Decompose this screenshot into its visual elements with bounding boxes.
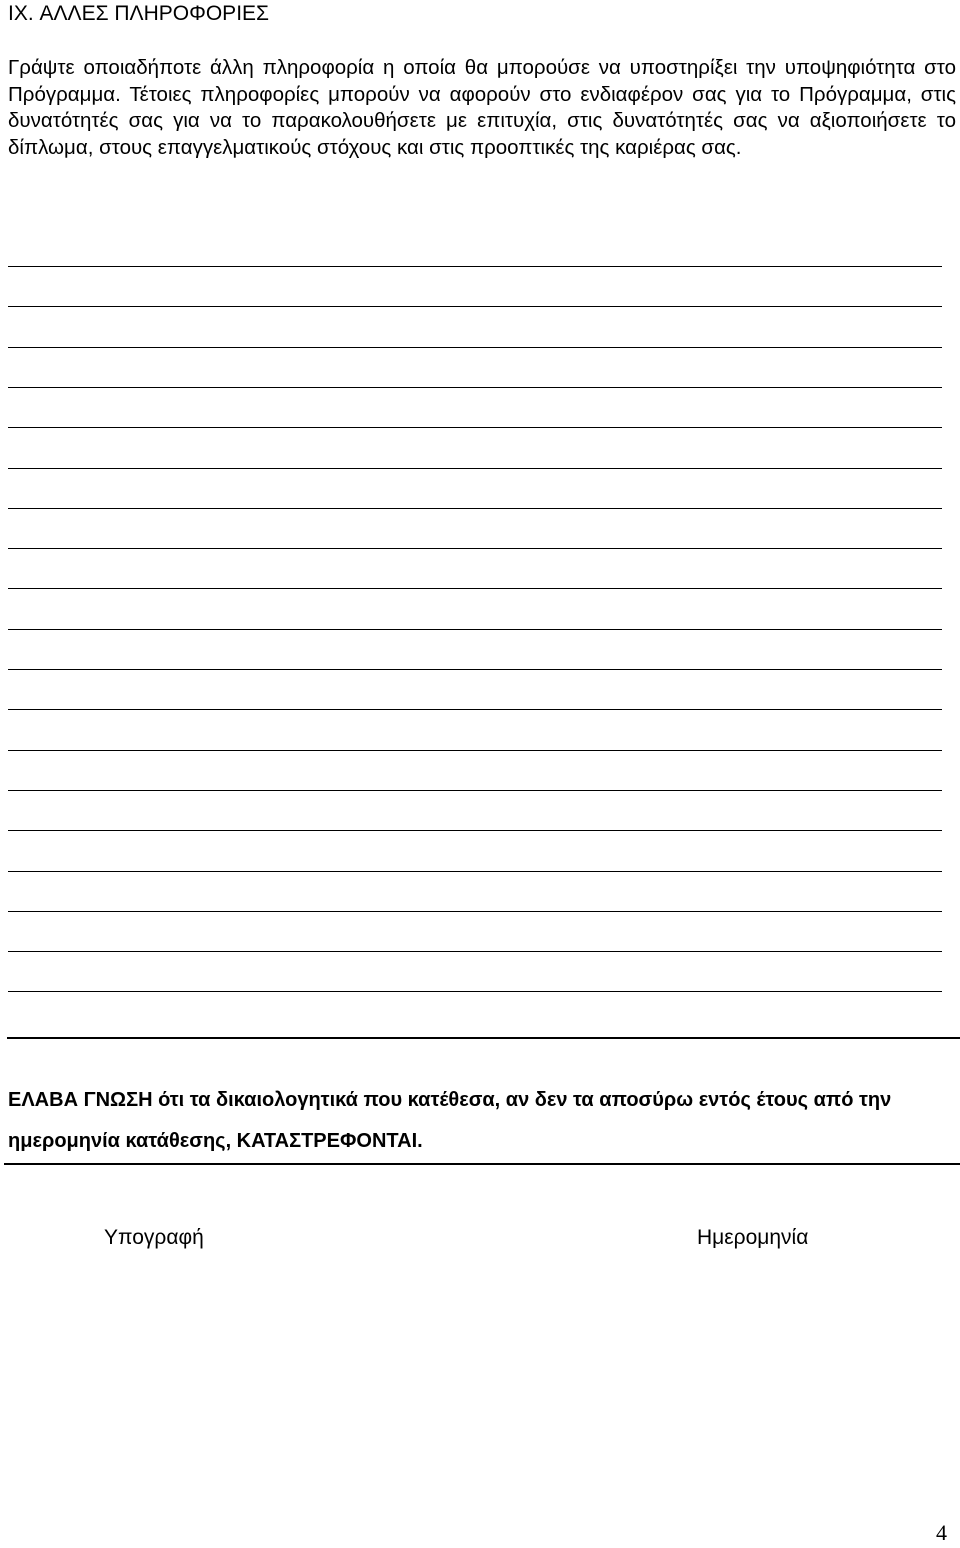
writing-line [8, 629, 942, 630]
writing-line [8, 588, 942, 589]
acknowledgement-text: ΕΛΑΒΑ ΓΝΩΣΗ ότι τα δικαιολογητικά που κατέθεσα, αν δεν τα αποσύρω εντός έτους από την ημερομηνία κατάθεσης, ΚΑΤΑΣΤΡΕΦΟΝΤΑΙ. [8, 1089, 892, 1152]
writing-line [8, 669, 942, 670]
writing-line [8, 871, 942, 872]
section-title: IX. ΑΛΛΕΣ ΠΛΗΡΟΦΟΡΙΕΣ [8, 2, 270, 25]
divider-top [7, 1037, 960, 1039]
writing-line [8, 548, 942, 549]
writing-line [8, 306, 942, 307]
writing-line [8, 750, 942, 751]
writing-line [8, 468, 942, 469]
writing-line [8, 266, 942, 267]
signature-label: Υπογραφή [104, 1226, 204, 1249]
writing-line [8, 347, 942, 348]
writing-line [8, 911, 942, 912]
writing-line [8, 387, 942, 388]
writing-area[interactable] [8, 266, 942, 1006]
date-label: Ημερομηνία [697, 1226, 809, 1249]
page-number: 4 [936, 1520, 947, 1545]
writing-line [8, 991, 942, 992]
writing-line [8, 790, 942, 791]
divider-bottom [4, 1163, 960, 1165]
instructions-text: Γράψτε οποιαδήποτε άλλη πληροφορία η οποία θα μπορούσε να υποστηρίξει την υποψηφιότητα στο Πρόγραμμα. Τέτοιες πληροφορίες μπορούν να αφορούν στο ενδιαφέρον σας για το Πρόγραμμα, στις δυνατότητές σας για να το παρακολουθήσετε με επιτυχία, στις δυνατότητές σας να αξιοποιήσετε το δίπλωμα, στους επαγγελματικούς στόχους και στις προοπτικές της καριέρας σας. [8, 56, 956, 159]
writing-line [8, 508, 942, 509]
writing-line [8, 427, 942, 428]
writing-line [8, 830, 942, 831]
writing-line [8, 709, 942, 710]
writing-line [8, 951, 942, 952]
